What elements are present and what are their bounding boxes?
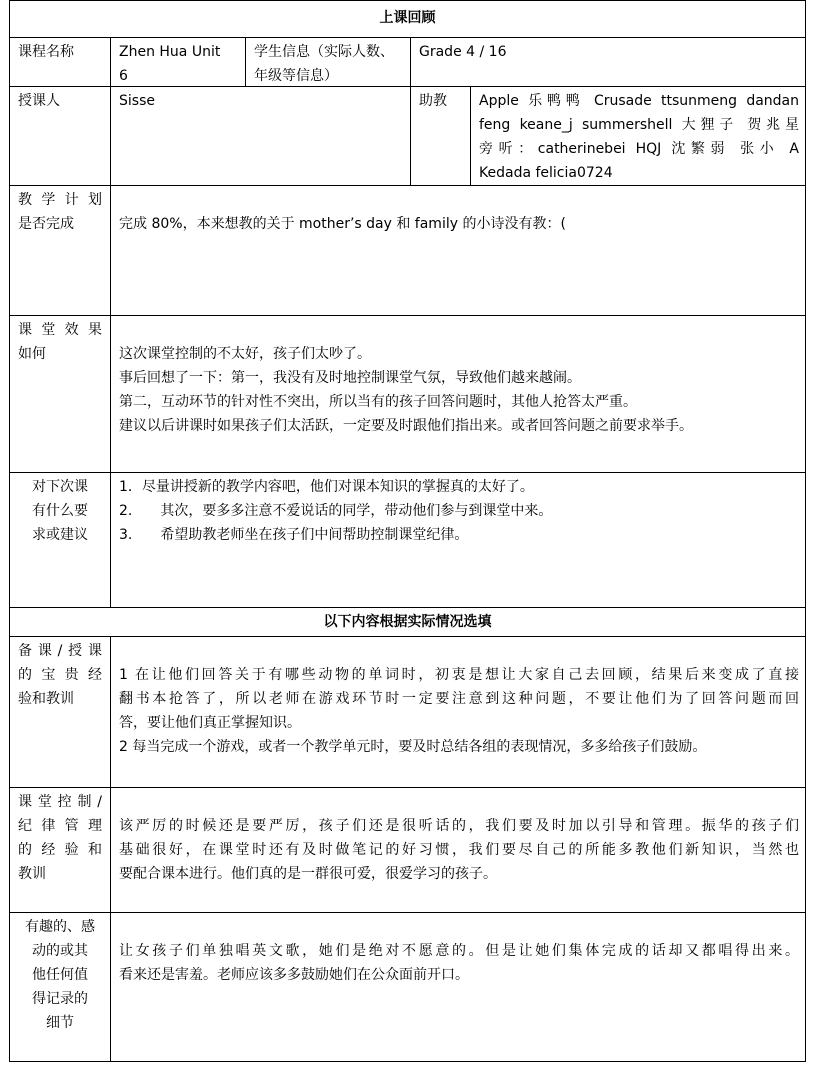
- control-label: [10, 788, 110, 913]
- prep-line-4: 2 每当完成一个游戏，或者一个教学单元时，要及时总结各组的表现情况，多多给孩子们鼓励。: [119, 739, 707, 755]
- course-label: 课程名称: [18, 44, 74, 60]
- detail-label-line4: 得记录的: [32, 991, 88, 1007]
- student-info-label-line2: 年级等信息）: [254, 68, 338, 84]
- effect-label-line2: 如何: [18, 346, 46, 362]
- plan-label-line1: 教学计划: [18, 192, 102, 208]
- control-label-line2: 纪律管理: [18, 818, 102, 834]
- control-row: [9, 787, 806, 913]
- optional-header-row: [9, 607, 806, 637]
- plan-label-line2: 是否完成: [18, 216, 74, 232]
- course-value: [110, 38, 245, 87]
- teacher-row: [9, 86, 806, 186]
- auditor-line-1: 旁听：catherinebei HQJ 沈繁弱 张小 A: [479, 141, 799, 157]
- course-row: [9, 37, 806, 87]
- detail-label-line3: 他任何值: [32, 967, 88, 983]
- control-line-3: 要配合课本进行。他们真的是一群很可爱，很爱学习的孩子。: [119, 866, 497, 882]
- prep-row: [9, 636, 806, 788]
- form-title-row: [9, 0, 806, 38]
- next-class-label: [10, 473, 110, 608]
- next-class-label-line2: 有什么要: [32, 503, 88, 519]
- detail-label: [10, 913, 110, 1061]
- next-class-suggestions: [110, 473, 805, 608]
- detail-label-line2: 动的或其: [32, 943, 88, 959]
- student-info-value: Grade 4 / 16: [410, 38, 805, 87]
- control-value: [110, 788, 805, 913]
- effect-row: [9, 315, 806, 473]
- prep-label-line2: 的宝贵经: [18, 667, 102, 683]
- suggestion-item-1: 1．尽量讲授新的教学内容吧，他们对课本知识的掌握真的太好了。: [119, 479, 534, 495]
- teacher-value: Sisse: [110, 87, 410, 186]
- prep-line-1: 1 在让他们回答关于有哪些动物的单词时，初衷是想让大家自己去回顾，结果后来变成了直接: [119, 667, 799, 683]
- course-value-line2: 6: [119, 68, 128, 84]
- control-label-line3: 的经验和: [18, 842, 102, 858]
- assistant-line-2: feng keane_j summershell 大狸子 贺兆星: [479, 117, 799, 133]
- assistant-label: 助教: [410, 87, 470, 186]
- effect-value: [110, 316, 805, 473]
- optional-header: 以下内容根据实际情况选填: [323, 614, 492, 630]
- effect-line-2: 事后回想了一下：第一，我没有及时地控制课堂气氛，导致他们越来越闹。: [119, 370, 581, 386]
- detail-label-line5: 细节: [46, 1015, 74, 1031]
- next-class-row: [9, 472, 806, 608]
- effect-label: [10, 316, 110, 473]
- assistant-list: [470, 87, 805, 186]
- effect-line-1: 这次课堂控制的不太好，孩子们太吵了。: [119, 346, 371, 362]
- next-class-label-line3: 求或建议: [32, 527, 88, 543]
- detail-label-line1: 有趣的、感: [25, 919, 95, 935]
- plan-value: 完成 80%，本来想教的关于 mother’s day 和 family 的小诗没有教：(: [110, 186, 805, 316]
- suggestion-item-2: 2. 其次，要多多注意不爱说话的同学，带动他们参与到课堂中来。: [119, 503, 553, 519]
- prep-line-3: 答，要让他们真正掌握知识。: [119, 715, 301, 731]
- control-line-2: 基础很好，在课堂时还有及时做笔记的好习惯，我们要尽自己的所能多教他们新知识，当然也: [119, 842, 799, 858]
- assistant-line-1: Apple 乐鸭鸭 Crusade ttsunmeng dandan: [479, 93, 799, 109]
- prep-line-2: 翻书本抢答了，所以老师在游戏环节时一定要注意到这种问题，不要让他们为了回答问题而回: [119, 691, 799, 707]
- plan-label: [10, 186, 110, 316]
- prep-label-line3: 验和教训: [18, 691, 74, 707]
- teacher-label: 授课人: [18, 93, 60, 109]
- plan-row: [9, 185, 806, 316]
- suggestion-item-3: 3. 希望助教老师坐在孩子们中间帮助控制课堂纪律。: [119, 527, 469, 543]
- effect-line-4: 建议以后讲课时如果孩子们太活跃，一定要及时跟他们指出来。或者回答问题之前要求举手。: [119, 418, 693, 434]
- detail-line-2: 看来还是害羞。老师应该多多鼓励她们在公众面前开口。: [119, 967, 469, 983]
- course-value-line1: Zhen Hua Unit: [119, 44, 221, 60]
- student-info-label: [245, 38, 410, 87]
- review-form: [9, 0, 806, 1062]
- next-class-label-line1: 对下次课: [32, 479, 88, 495]
- prep-label: [10, 637, 110, 788]
- auditor-line-2: Kedada felicia0724: [479, 165, 613, 181]
- control-label-line1: 课堂控制/: [18, 794, 102, 810]
- control-line-1: 该严厉的时候还是要严厉，孩子们还是很听话的，我们要及时加以引导和管理。振华的孩子们: [119, 818, 799, 834]
- form-title: 上课回顾: [379, 10, 436, 26]
- student-info-label-line1: 学生信息（实际人数、: [254, 44, 394, 60]
- effect-line-3: 第二，互动环节的针对性不突出，所以当有的孩子回答问题时，其他人抢答太严重。: [119, 394, 637, 410]
- detail-value: [110, 913, 805, 1061]
- prep-value: [110, 637, 805, 788]
- effect-label-line1: 课堂效果: [18, 322, 102, 338]
- detail-row: [9, 912, 806, 1062]
- control-label-line4: 教训: [18, 866, 46, 882]
- prep-label-line1: 备课/授课: [18, 643, 102, 659]
- detail-line-1: 让女孩子们单独唱英文歌，她们是绝对不愿意的。但是让她们集体完成的话却又都唱得出来。: [119, 943, 799, 959]
